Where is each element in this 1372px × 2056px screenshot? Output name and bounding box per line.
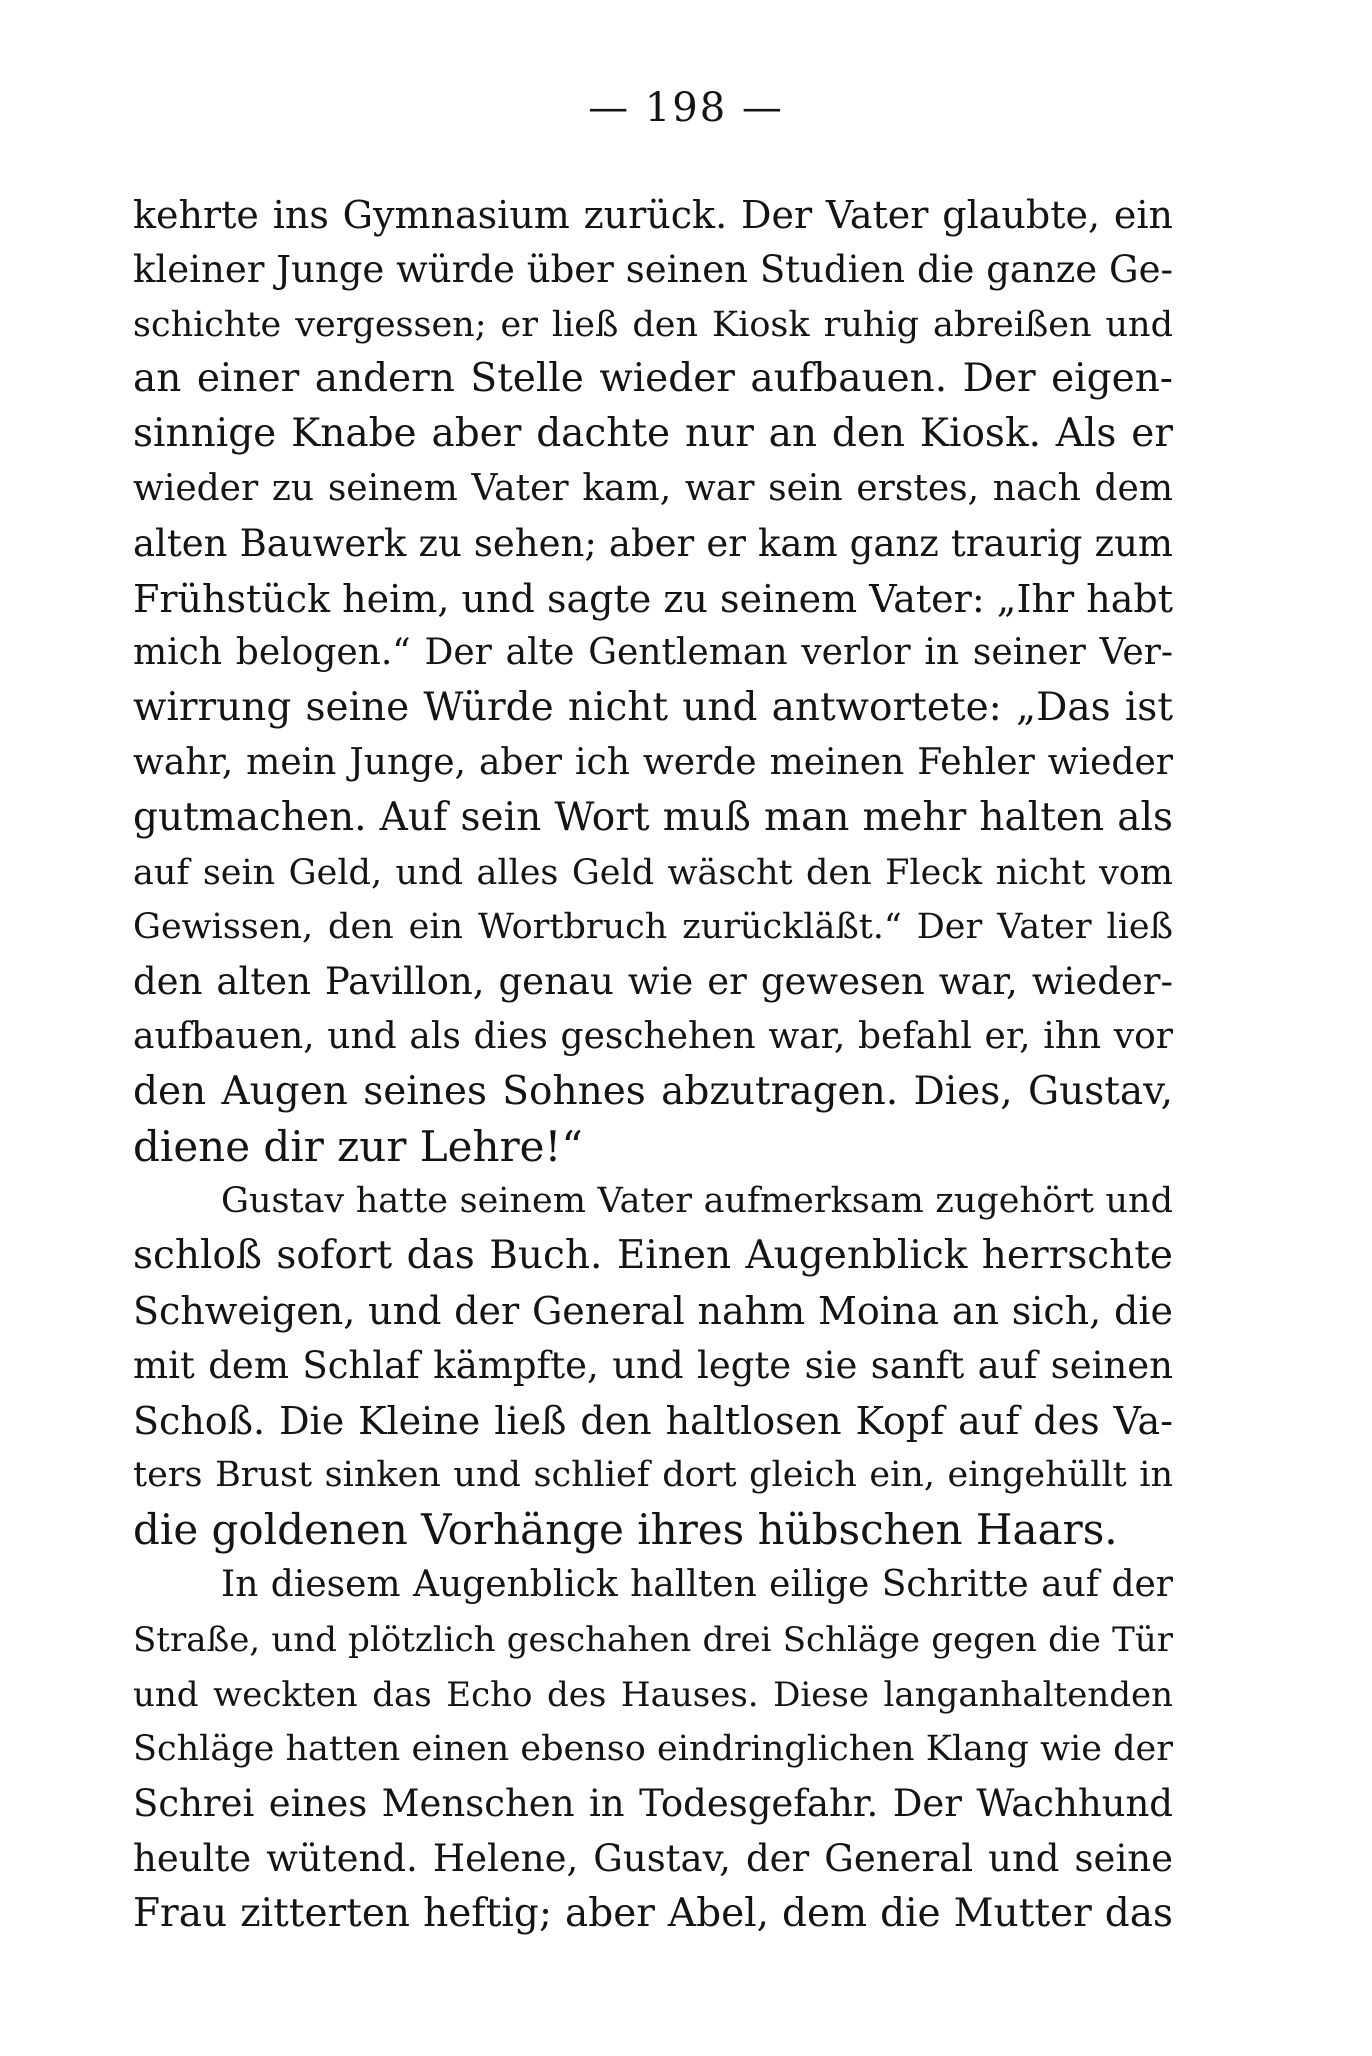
text-line: Straße, und plötzlich geschahen drei Schläge gegen die Tür [133, 1619, 1173, 1660]
text-line: Gustav hatte seinem Vater aufmerksam zugehört und [221, 1181, 1173, 1222]
page-number: — 198 — [588, 85, 784, 131]
text-line: diene dir zur Lehre!“ [133, 1121, 583, 1171]
text-line: und weckten das Echo des Hauses. Diese langanhaltenden [133, 1674, 1173, 1715]
text-line: auf sein Geld, und alles Geld wäscht den Fleck nicht vom [133, 852, 1173, 893]
text-line: Schoß. Die Kleine ließ den haltlosen Kopf auf des Va- [133, 1398, 1173, 1443]
text-line: an einer andern Stelle wieder aufbauen. Der eigen- [133, 356, 1173, 402]
text-line: wahr, mein Junge, aber ich werde meinen Fehler wieder [133, 741, 1173, 783]
text-line: schloß sofort das Buch. Einen Augenblick herrschte [133, 1233, 1173, 1279]
text-line: mich belogen.“ Der alte Gentleman verlor in seiner Ver- [133, 632, 1173, 674]
text-line: Schrei eines Menschen in Todesgefahr. Der Wachhund [133, 1782, 1173, 1826]
text-line: schichte vergessen; er ließ den Kiosk ruhig abreißen und [133, 304, 1173, 345]
text-line: kleiner Junge würde über seinen Studien die ganze Ge- [133, 247, 1173, 291]
text-line: Frühstück heim, und sagte zu seinem Vater: „Ihr habt [133, 576, 1173, 621]
text-line: kehrte ins Gymnasium zurück. Der Vater glaubte, ein [133, 193, 1173, 237]
text-line: mit dem Schlaf kämpfte, und legte sie sanft auf seinen [133, 1343, 1173, 1387]
text-line: wieder zu seinem Vater kam, war sein erstes, nach dem [133, 467, 1173, 509]
text-line: sinnige Knabe aber dachte nur an den Kiosk. Als er [133, 411, 1173, 457]
text-line: Schweigen, und der General nahm Moina an sich, die [133, 1288, 1173, 1333]
text-line: wirrung seine Würde nicht und antwortete: „Das ist [133, 685, 1173, 731]
text-line: alten Bauwerk zu sehen; aber er kam ganz traurig zum [133, 521, 1173, 565]
text-line: In diesem Augenblick hallten eilige Schritte auf der [221, 1563, 1173, 1605]
text-line: heulte wütend. Helene, Gustav, der General und seine [133, 1836, 1173, 1880]
text-line: Frau zitterten heftig; aber Abel, dem die Mutter das [133, 1890, 1173, 1936]
text-line: aufbauen, und als dies geschehen war, befahl er, ihn vor [133, 1015, 1173, 1057]
text-line: Schläge hatten einen ebenso eindringlichen Klang wie der [133, 1729, 1173, 1770]
text-line: Gewissen, den ein Wortbruch zurückläßt.“ Der Vater ließ [133, 907, 1173, 948]
text-line: den Augen seines Sohnes abzutragen. Dies, Gustav, [133, 1068, 1173, 1114]
text-line: ters Brust sinken und schlief dort gleich ein, eingehüllt in [133, 1455, 1173, 1496]
text-line: den alten Pavillon, genau wie er gewesen war, wieder- [133, 960, 1173, 1004]
body-text [133, 188, 1173, 1942]
text-line: die goldenen Vorhänge ihres hübschen Haars. [133, 1505, 1118, 1555]
text-line: gutmachen. Auf sein Wort muß man mehr halten als [133, 794, 1173, 840]
